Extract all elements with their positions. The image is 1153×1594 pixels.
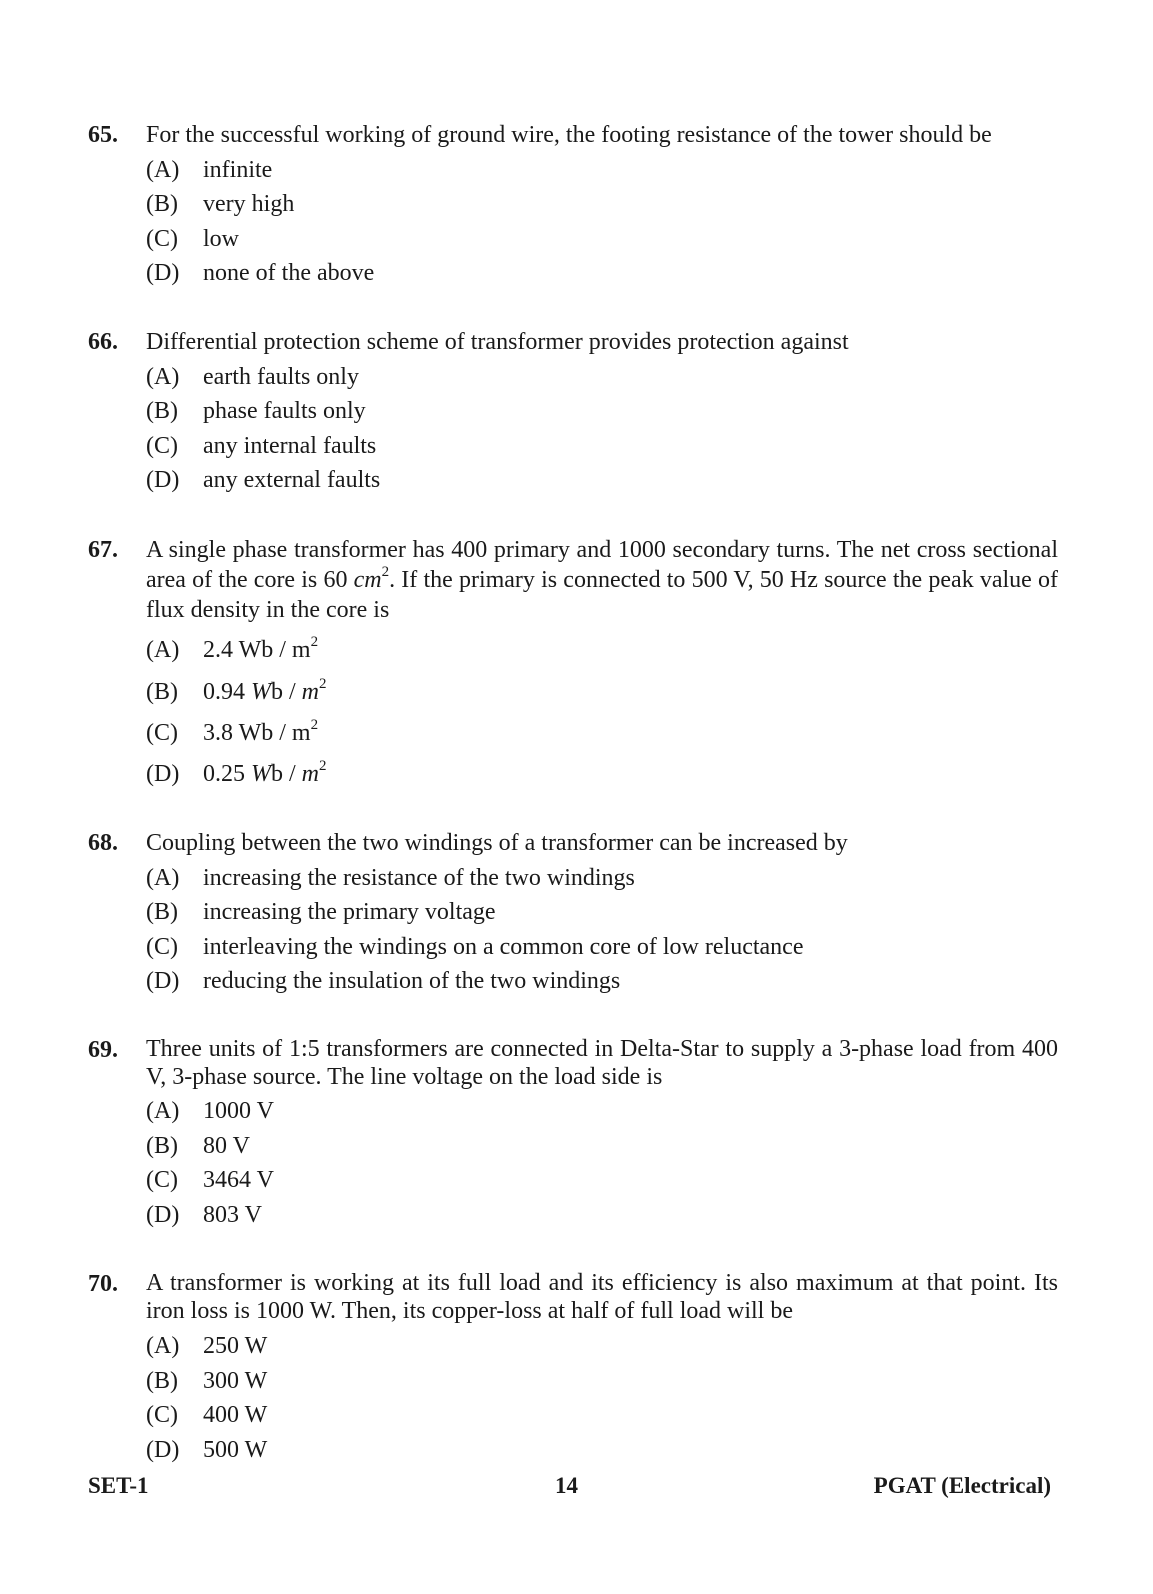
option-c: (C) interleaving the windings on a common core of low reluctance bbox=[146, 934, 804, 960]
page-number: 14 bbox=[555, 1473, 578, 1498]
question-number: 69. bbox=[88, 1037, 118, 1063]
footer-set: SET-1 bbox=[88, 1473, 149, 1498]
question-text: Differential protection scheme of transformer provides protection against bbox=[146, 329, 849, 355]
option-c: (C) any internal faults bbox=[146, 433, 377, 459]
option-b: (B) 0.94 Wb / $m^2$ bbox=[146, 676, 327, 705]
option-a: (A) increasing the resistance of the two windings bbox=[146, 865, 635, 891]
option-d: (D) any external faults bbox=[146, 467, 381, 493]
question-text: A single phase transformer has 400 primary and 1000 secondary turns. The net cross sectional area of the core is 60 $cm^2$. If the primary is connected to 500 V, 50 Hz source the peak value of flux density in the core is bbox=[146, 537, 1059, 623]
option-c: (C) 400 W bbox=[146, 1402, 268, 1428]
option-d: (D) none of the above bbox=[146, 260, 375, 286]
option-d: (D) 500 W bbox=[146, 1437, 268, 1463]
option-a: (A) 2.4 Wb / $m^2$ bbox=[146, 634, 319, 663]
option-b: (B) increasing the primary voltage bbox=[146, 899, 496, 925]
question-text: Coupling between the two windings of a transformer can be increased by bbox=[146, 830, 848, 856]
question-text: A transformer is working at its full load and its efficiency is also maximum at that point. Its iron loss is 1000 W. Then, its copper-loss at half of full load will be bbox=[146, 1270, 1058, 1324]
option-c: (C) 3464 V bbox=[146, 1167, 274, 1193]
question-number: 66. bbox=[88, 329, 118, 355]
footer-title: PGAT (Electrical) bbox=[873, 1473, 1051, 1498]
option-b: (B) 300 W bbox=[146, 1368, 268, 1394]
question-number: 67. bbox=[88, 537, 118, 563]
option-a: (A) 250 W bbox=[146, 1333, 268, 1359]
option-d: (D) 803 V bbox=[146, 1202, 262, 1228]
option-a: (A) infinite bbox=[146, 157, 273, 183]
question-text: For the successful working of ground wire, the footing resistance of the tower should be bbox=[146, 122, 992, 148]
question-number: 68. bbox=[88, 830, 118, 856]
option-b: (B) phase faults only bbox=[146, 398, 366, 424]
question-number: 65. bbox=[88, 122, 118, 148]
option-d: (D) 0.25 Wb / $m^2$ bbox=[146, 758, 327, 787]
option-c: (C) low bbox=[146, 226, 239, 252]
option-a: (A) 1000 V bbox=[146, 1098, 274, 1124]
question-number: 70. bbox=[88, 1271, 118, 1297]
option-a: (A) earth faults only bbox=[146, 364, 359, 390]
option-b: (B) 80 V bbox=[146, 1133, 250, 1159]
option-d: (D) reducing the insulation of the two windings bbox=[146, 968, 621, 994]
option-c: (C) 3.8 Wb / $m^2$ bbox=[146, 717, 319, 746]
option-b: (B) very high bbox=[146, 191, 295, 217]
question-text: Three units of 1:5 transformers are connected in Delta-Star to supply a 3-phase load from 400 V, 3-phase source. The line voltage on the load side is bbox=[146, 1036, 1058, 1090]
